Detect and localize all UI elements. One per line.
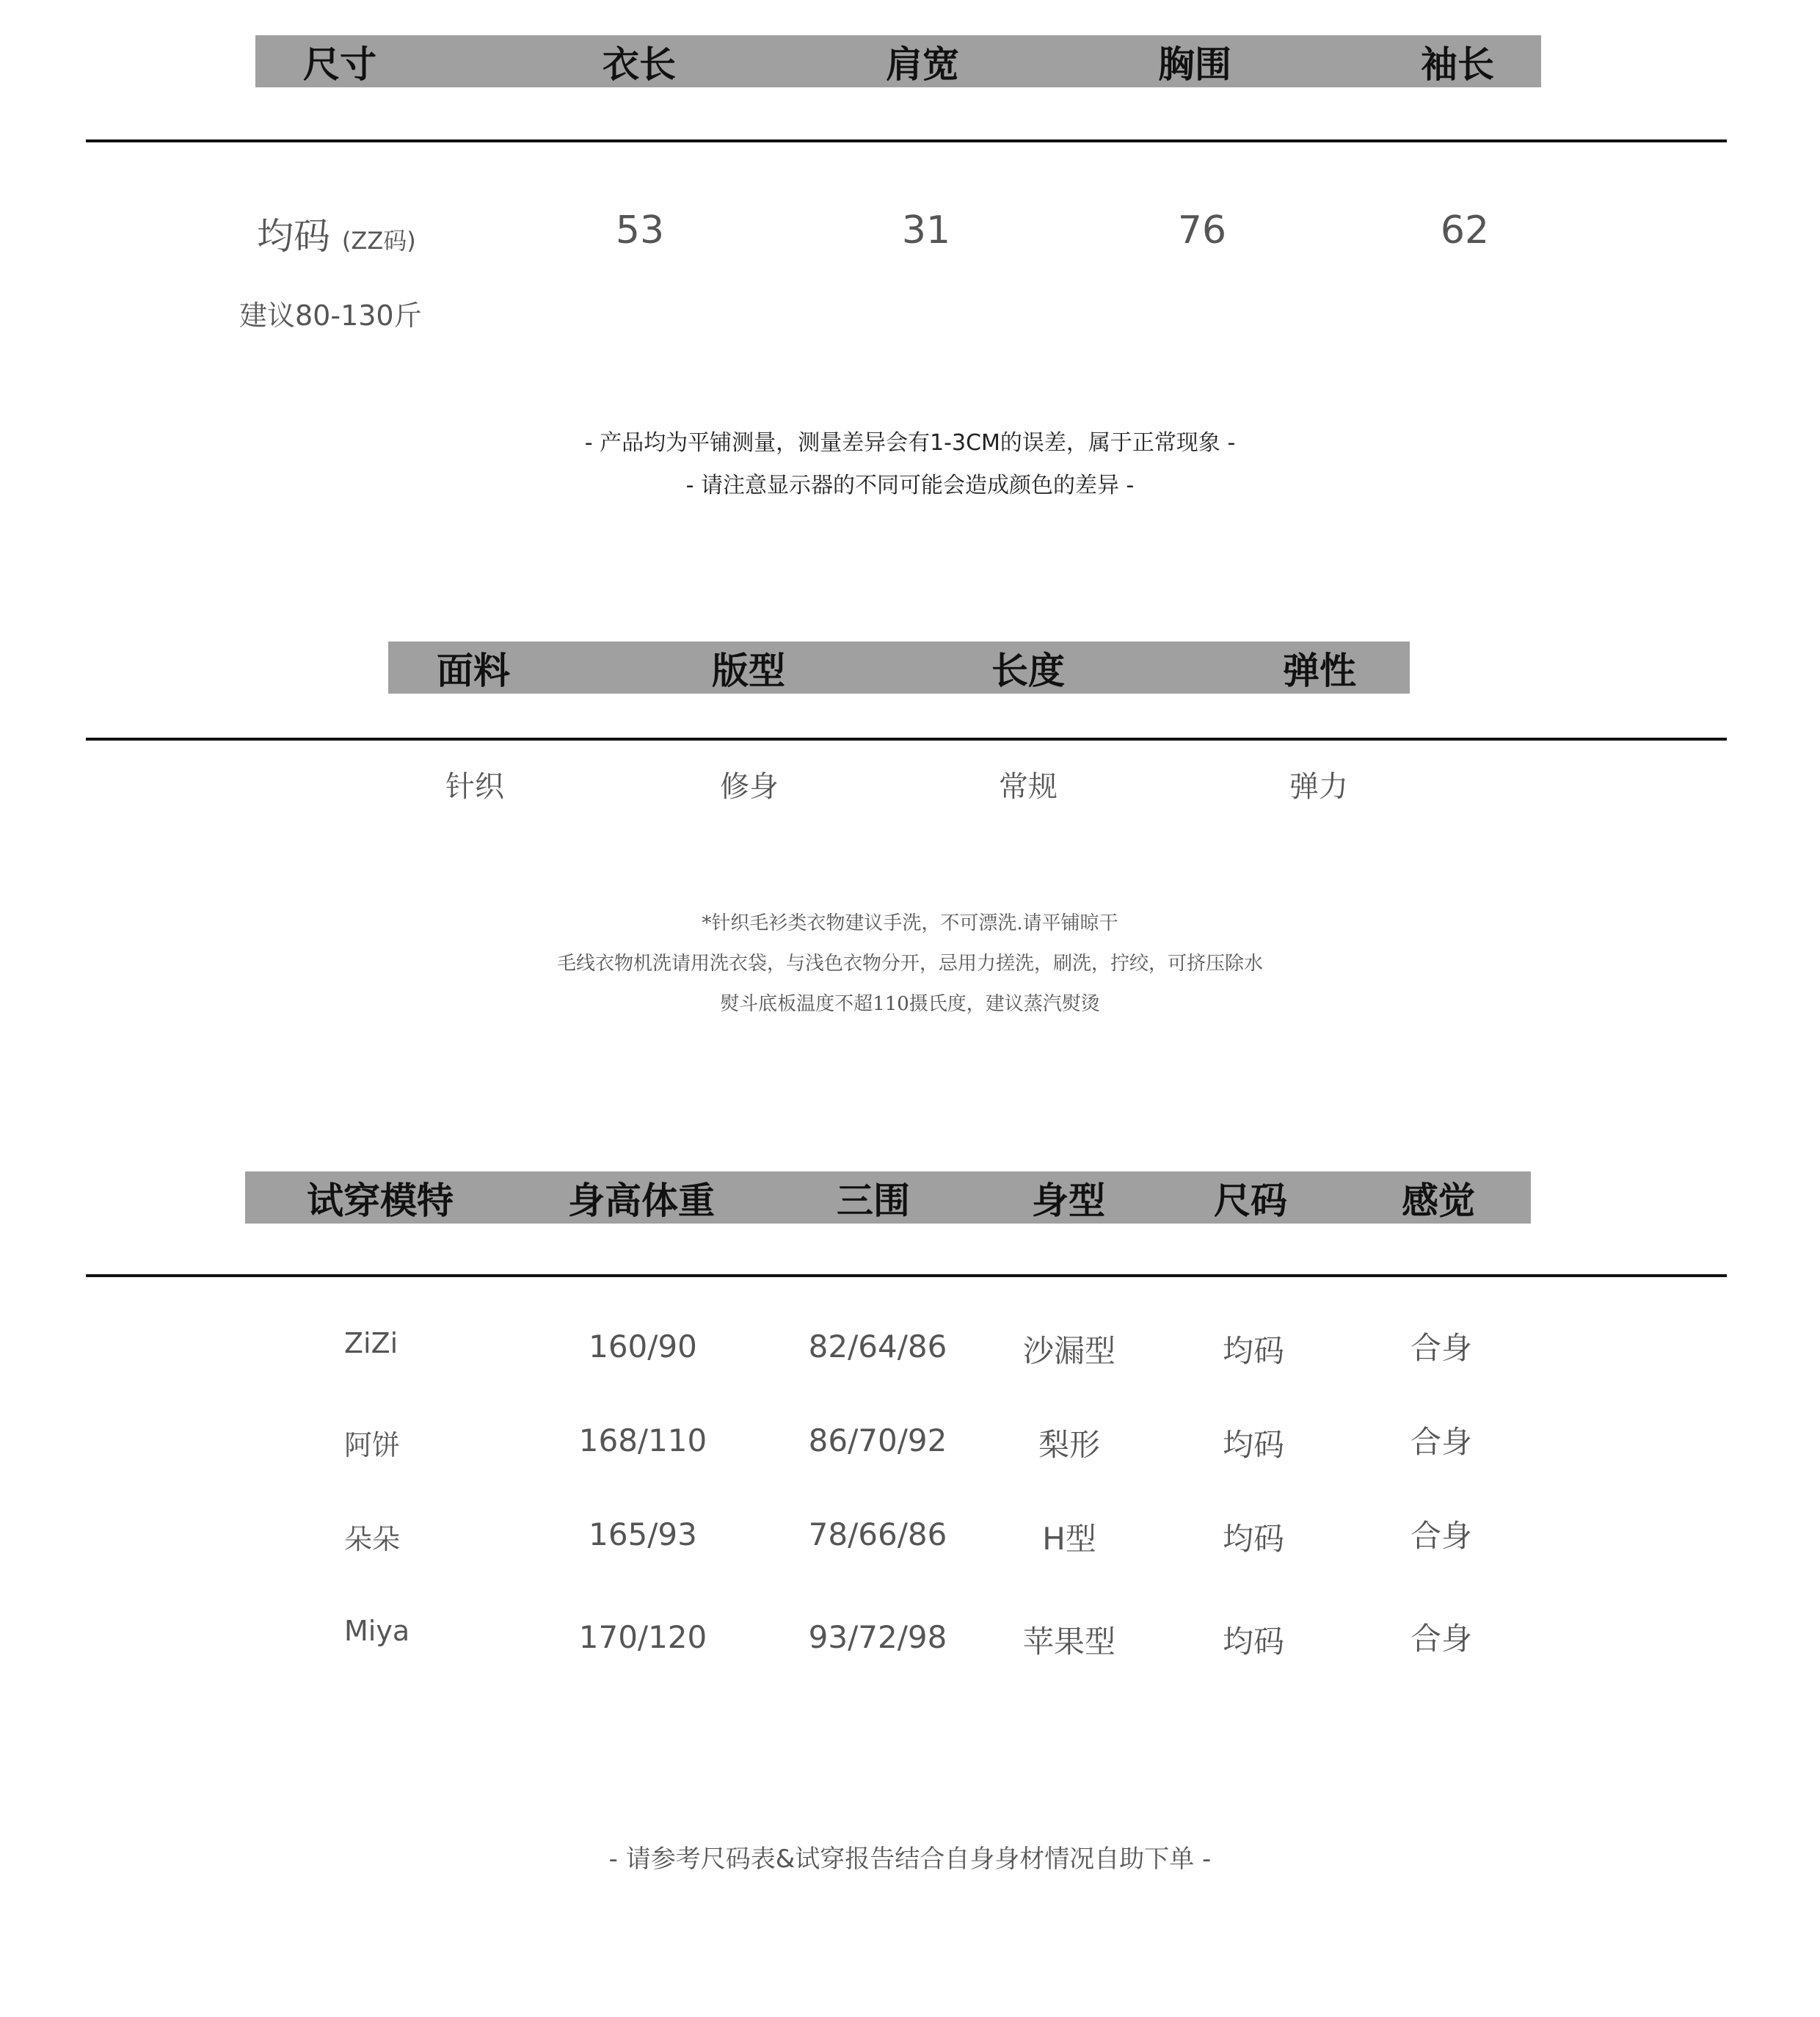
measure-note-2: - 请注意显示器的不同可能会造成颜色的差异 - bbox=[685, 473, 1135, 498]
model-name: Miya bbox=[344, 1615, 410, 1647]
model-table-rule bbox=[86, 1274, 1727, 1277]
header-body-type: 身型 bbox=[1032, 1179, 1105, 1222]
measurements-value: 86/70/92 bbox=[808, 1422, 947, 1458]
measurements-value: 93/72/98 bbox=[808, 1619, 947, 1655]
body-type-value: 梨形 bbox=[1038, 1427, 1101, 1463]
header-fabric: 面料 bbox=[437, 649, 510, 692]
bust-value: 76 bbox=[1177, 208, 1227, 252]
model-name: 朵朵 bbox=[344, 1523, 401, 1555]
header-size: 尺寸 bbox=[303, 43, 376, 86]
header-sleeve: 袖长 bbox=[1421, 43, 1494, 86]
measurements-value: 78/66/86 bbox=[808, 1516, 947, 1552]
size-table-rule bbox=[86, 139, 1727, 142]
shoulder-value: 31 bbox=[901, 208, 951, 252]
height-weight-value: 170/120 bbox=[578, 1619, 707, 1655]
elasticity-value: 弹力 bbox=[1289, 770, 1348, 804]
feeling-value: 合身 bbox=[1410, 1424, 1473, 1460]
header-height-weight: 身高体重 bbox=[568, 1179, 715, 1222]
weight-suggestion: 建议80-130斤 bbox=[239, 299, 422, 332]
header-shoulder: 肩宽 bbox=[886, 43, 959, 86]
sleeve-value: 62 bbox=[1440, 208, 1490, 252]
header-feeling: 感觉 bbox=[1402, 1179, 1475, 1222]
footer-note: - 请参考尺码表&试穿报告结合自身身材情况自助下单 - bbox=[608, 1845, 1212, 1874]
model-table-header bbox=[245, 1171, 1531, 1224]
measure-note-1: - 产品均为平铺测量，测量差异会有1-3CM的误差，属于正常现象 - bbox=[584, 430, 1236, 456]
feeling-value: 合身 bbox=[1410, 1518, 1473, 1554]
height-weight-value: 160/90 bbox=[589, 1329, 697, 1364]
header-fit: 版型 bbox=[712, 649, 785, 692]
size-table-header bbox=[255, 35, 1541, 87]
height-weight-value: 165/93 bbox=[589, 1516, 697, 1552]
header-measurements: 三围 bbox=[837, 1179, 910, 1222]
feeling-value: 合身 bbox=[1410, 1330, 1473, 1366]
size-code: (ZZ码) bbox=[341, 227, 416, 255]
care-note-2: 毛线衣物机洗请用洗衣袋，与浅色衣物分开，忌用力搓洗，刷洗，拧绞，可挤压除水 bbox=[556, 953, 1263, 975]
header-bust: 胸围 bbox=[1158, 43, 1231, 86]
fabric-table-header bbox=[388, 642, 1410, 694]
feeling-value: 合身 bbox=[1410, 1621, 1473, 1657]
height-weight-value: 168/110 bbox=[578, 1422, 707, 1458]
model-size-value: 均码 bbox=[1222, 1333, 1285, 1369]
size-label bbox=[257, 207, 416, 260]
header-model: 试穿模特 bbox=[307, 1179, 454, 1222]
model-name: ZiZi bbox=[344, 1327, 398, 1359]
model-size-value: 均码 bbox=[1222, 1521, 1285, 1557]
measurements-value: 82/64/86 bbox=[808, 1329, 947, 1364]
model-size-value: 均码 bbox=[1222, 1427, 1285, 1463]
header-elasticity: 弹性 bbox=[1283, 649, 1356, 692]
care-note-3: 熨斗底板温度不超110摄氏度，建议蒸汽熨烫 bbox=[720, 993, 1100, 1015]
header-model-size: 尺码 bbox=[1214, 1179, 1287, 1222]
fabric-value: 针织 bbox=[445, 770, 504, 804]
fabric-table-rule bbox=[86, 738, 1727, 741]
header-length-type: 长度 bbox=[991, 649, 1065, 692]
length-value: 53 bbox=[615, 208, 665, 252]
care-note-1: *针织毛衫类衣物建议手洗，不可漂洗.请平铺晾干 bbox=[702, 912, 1118, 934]
model-size-value: 均码 bbox=[1222, 1624, 1285, 1660]
model-name: 阿饼 bbox=[344, 1429, 401, 1461]
body-type-value: 沙漏型 bbox=[1022, 1333, 1116, 1369]
fit-value: 修身 bbox=[720, 770, 779, 804]
length-type-value: 常规 bbox=[999, 770, 1058, 804]
body-type-value: H型 bbox=[1042, 1521, 1096, 1557]
header-length: 衣长 bbox=[603, 43, 676, 86]
body-type-value: 苹果型 bbox=[1022, 1624, 1116, 1660]
size-name: 均码 bbox=[257, 215, 330, 258]
